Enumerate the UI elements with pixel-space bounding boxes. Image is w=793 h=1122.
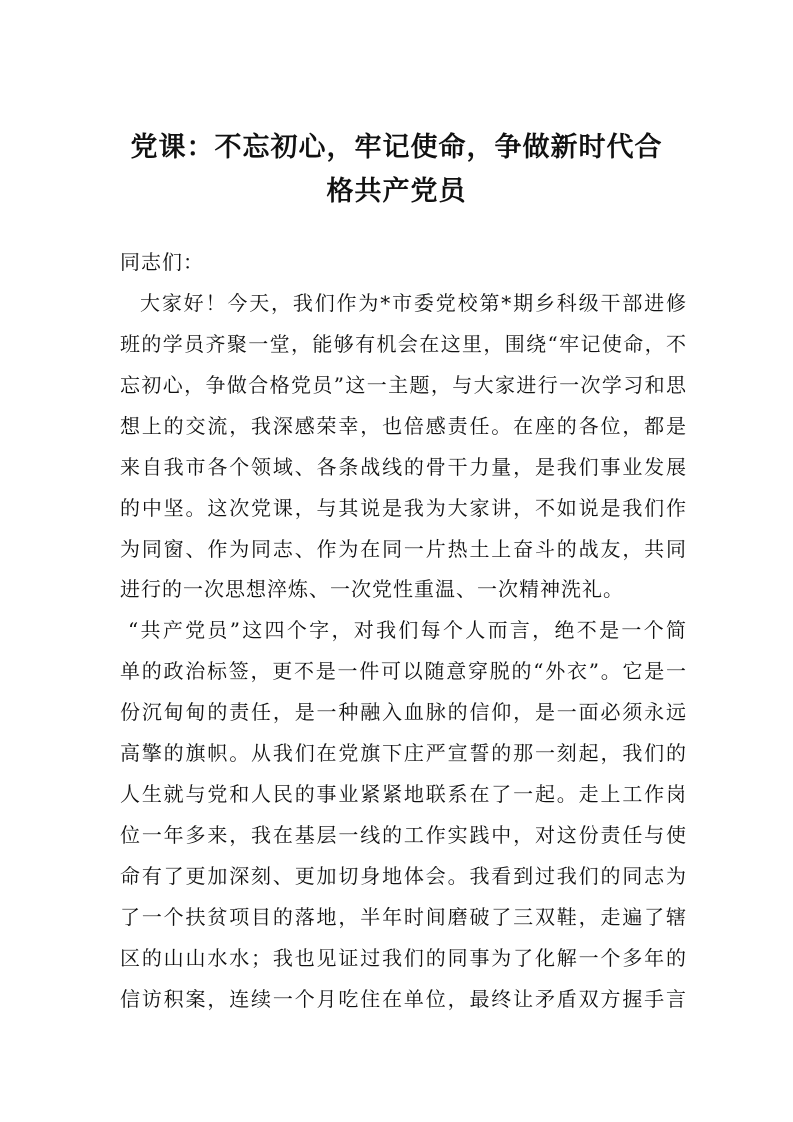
- text-line: 区的山山水水；我也见证过我们的同事为了化解一个多年的: [120, 946, 686, 970]
- text-line: 大家好！今天，我们作为*市委党校第*期乡科级干部进修: [140, 291, 686, 315]
- title-line-2: 格共产党员: [326, 176, 467, 207]
- salutation: 同志们：: [120, 250, 204, 274]
- text-line: 命有了更加深刻、更加切身地体会。我看到过我们的同志为: [120, 864, 686, 888]
- text-line: 单的政治标签，更不是一件可以随意穿脱的“外衣”。它是一: [120, 659, 686, 683]
- text-line: 了一个扶贫项目的落地，半年时间磨破了三双鞋，走遍了辖: [120, 905, 686, 929]
- text-line: “共产党员”这四个字，对我们每个人而言，绝不是一个简: [128, 618, 686, 642]
- text-line: 想上的交流，我深感荣幸，也倍感责任。在座的各位，都是: [120, 414, 686, 438]
- title-line-1: 党课：不忘初心，牢记使命，争做新时代合: [130, 132, 663, 163]
- text-line: 信访积案，连续一个月吃住在单位，最终让矛盾双方握手言: [120, 987, 686, 1011]
- text-line: 人生就与党和人民的事业紧紧地联系在了一起。走上工作岗: [120, 782, 686, 806]
- text-line: 的中坚。这次党课，与其说是我为大家讲，不如说是我们作: [120, 496, 686, 520]
- text-line: 份沉甸甸的责任，是一种融入血脉的信仰，是一面必须永远: [120, 700, 686, 724]
- text-line: 为同窗、作为同志、作为在同一片热土上奋斗的战友，共同: [120, 537, 686, 561]
- text-line: 来自我市各个领域、各条战线的骨干力量，是我们事业发展: [120, 455, 686, 479]
- text-line: 进行的一次思想淬炼、一次党性重温、一次精神洗礼。: [120, 577, 624, 601]
- text-line: 忘初心，争做合格党员”这一主题，与大家进行一次学习和思: [120, 373, 686, 397]
- text-line: 班的学员齐聚一堂，能够有机会在这里，围绕“牢记使命，不: [120, 332, 686, 356]
- text-line: 位一年多来，我在基层一线的工作实践中，对这份责任与使: [120, 823, 686, 847]
- text-line: 高擎的旗帜。从我们在党旗下庄严宣誓的那一刻起，我们的: [120, 741, 686, 765]
